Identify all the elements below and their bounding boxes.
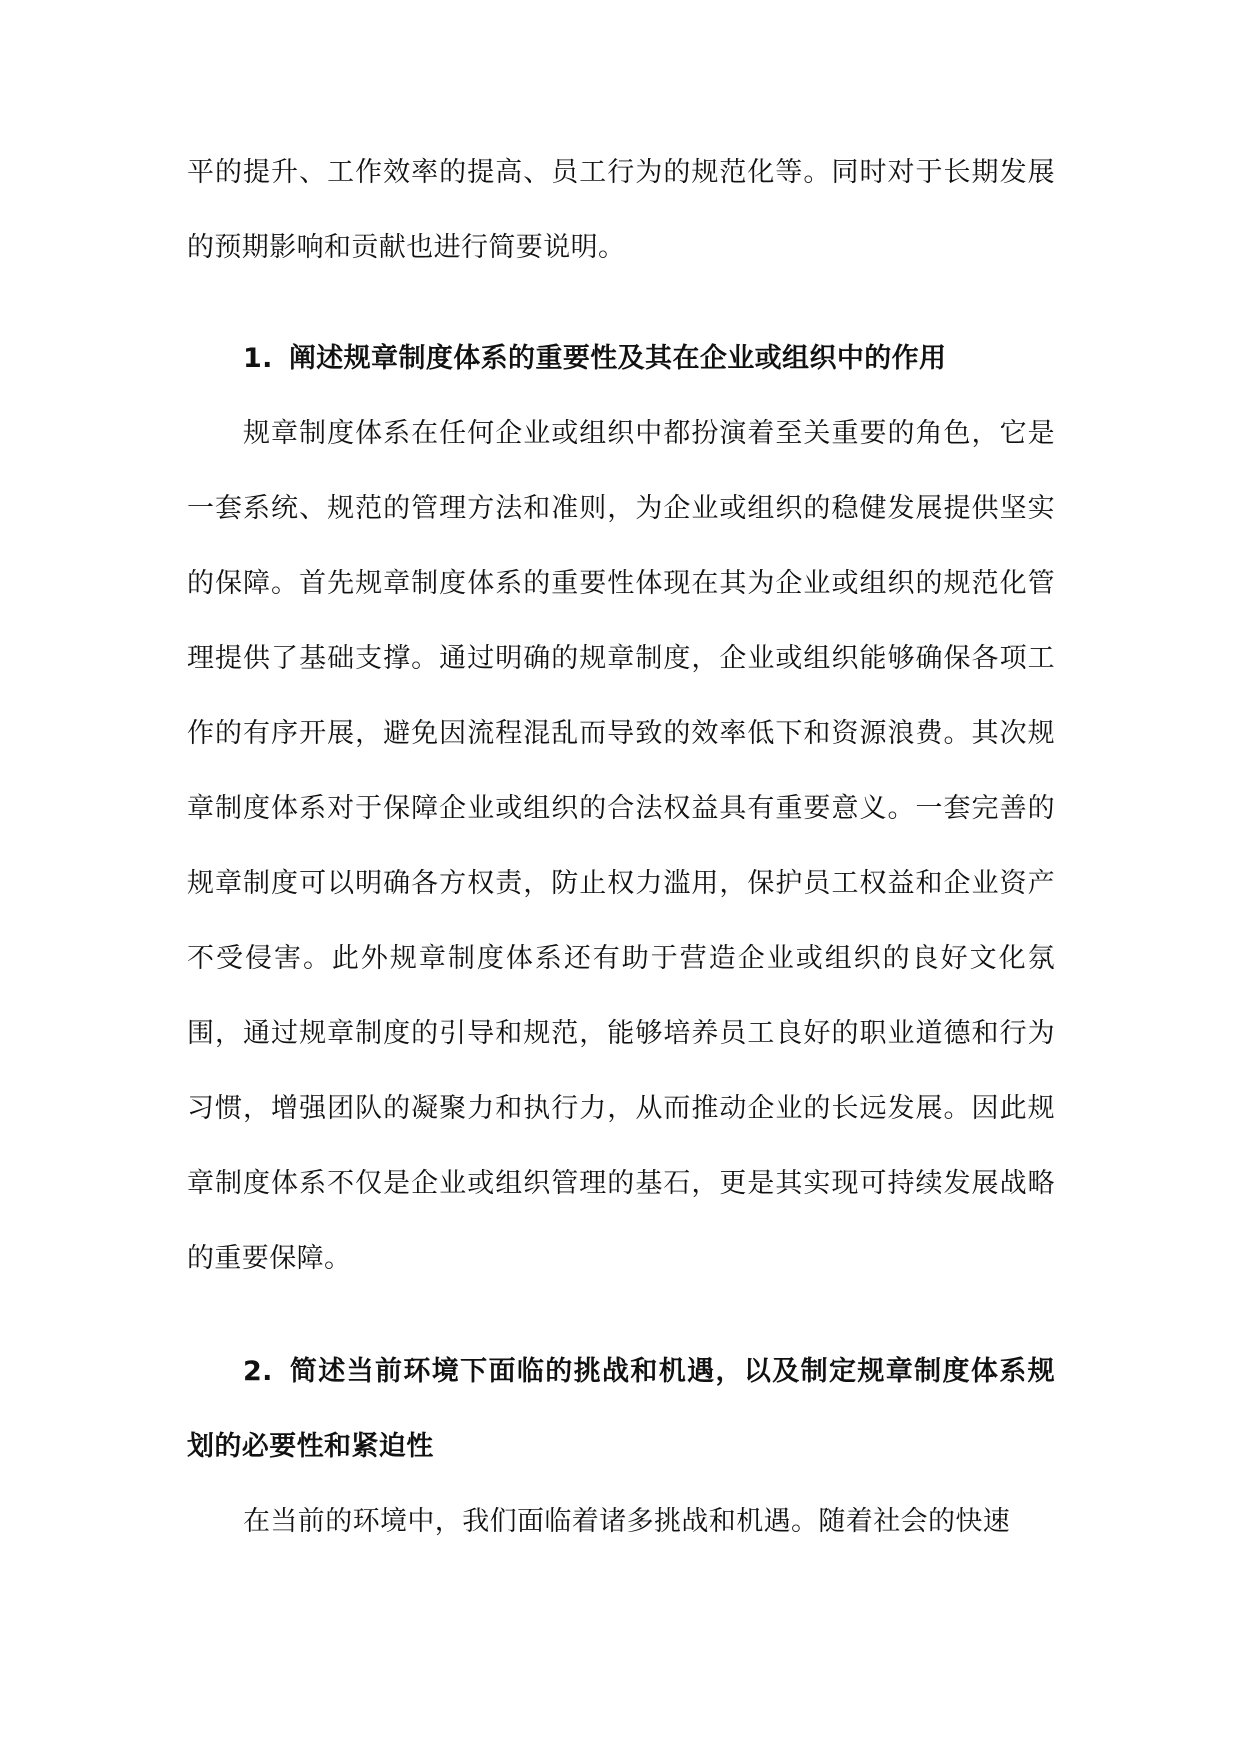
section-1-body: 规章制度体系在任何企业或组织中都扮演着至关重要的角色，它是一套系统、规范的管理方法和准则，为企业或组织的稳健发展提供坚实的保障。首先规章制度体系的重要性体现在其为企业或组织的规范化管理提供了基础支撑。通过明确的规章制度，企业或组织能够确保各项工作的有序开展，避免因流程混乱而导致的效率低下和资源浪费。其次规章制度体系对于保障企业或组织的合法权益具有重要意义。一套完善的规章制度可以明确各方权责，防止权力滥用，保护员工权益和企业资产不受侵害。此外规章制度体系还有助于营造企业或组织的良好文化氛围，通过规章制度的引导和规范，能够培养员工良好的职业道德和行为习惯，增强团队的凝聚力和执行力，从而推动企业的长远发展。因此规章制度体系不仅是企业或组织管理的基石，更是其实现可持续发展战略的重要保障。 bbox=[187, 418, 1055, 1274]
section-1-title: 阐述规章制度体系的重要性及其在企业或组织中的作用 bbox=[288, 343, 947, 374]
section-1-number: 1. bbox=[243, 343, 273, 374]
document-content bbox=[187, 135, 1055, 1559]
intro-paragraph: 平的提升、工作效率的提高、员工行为的规范化等。同时对于长期发展的预期影响和贡献也进行简要说明。 bbox=[187, 157, 1055, 263]
section-2-number: 2. bbox=[243, 1356, 273, 1387]
section-2-title: 简述当前环境下面临的挑战和机遇，以及制定规章制度体系规划的必要性和紧迫性 bbox=[187, 1356, 1055, 1462]
section-1-heading bbox=[187, 321, 1055, 396]
section-2-heading bbox=[187, 1334, 1055, 1484]
section-2-body: 在当前的环境中，我们面临着诸多挑战和机遇。随着社会的快速 bbox=[243, 1506, 1011, 1537]
